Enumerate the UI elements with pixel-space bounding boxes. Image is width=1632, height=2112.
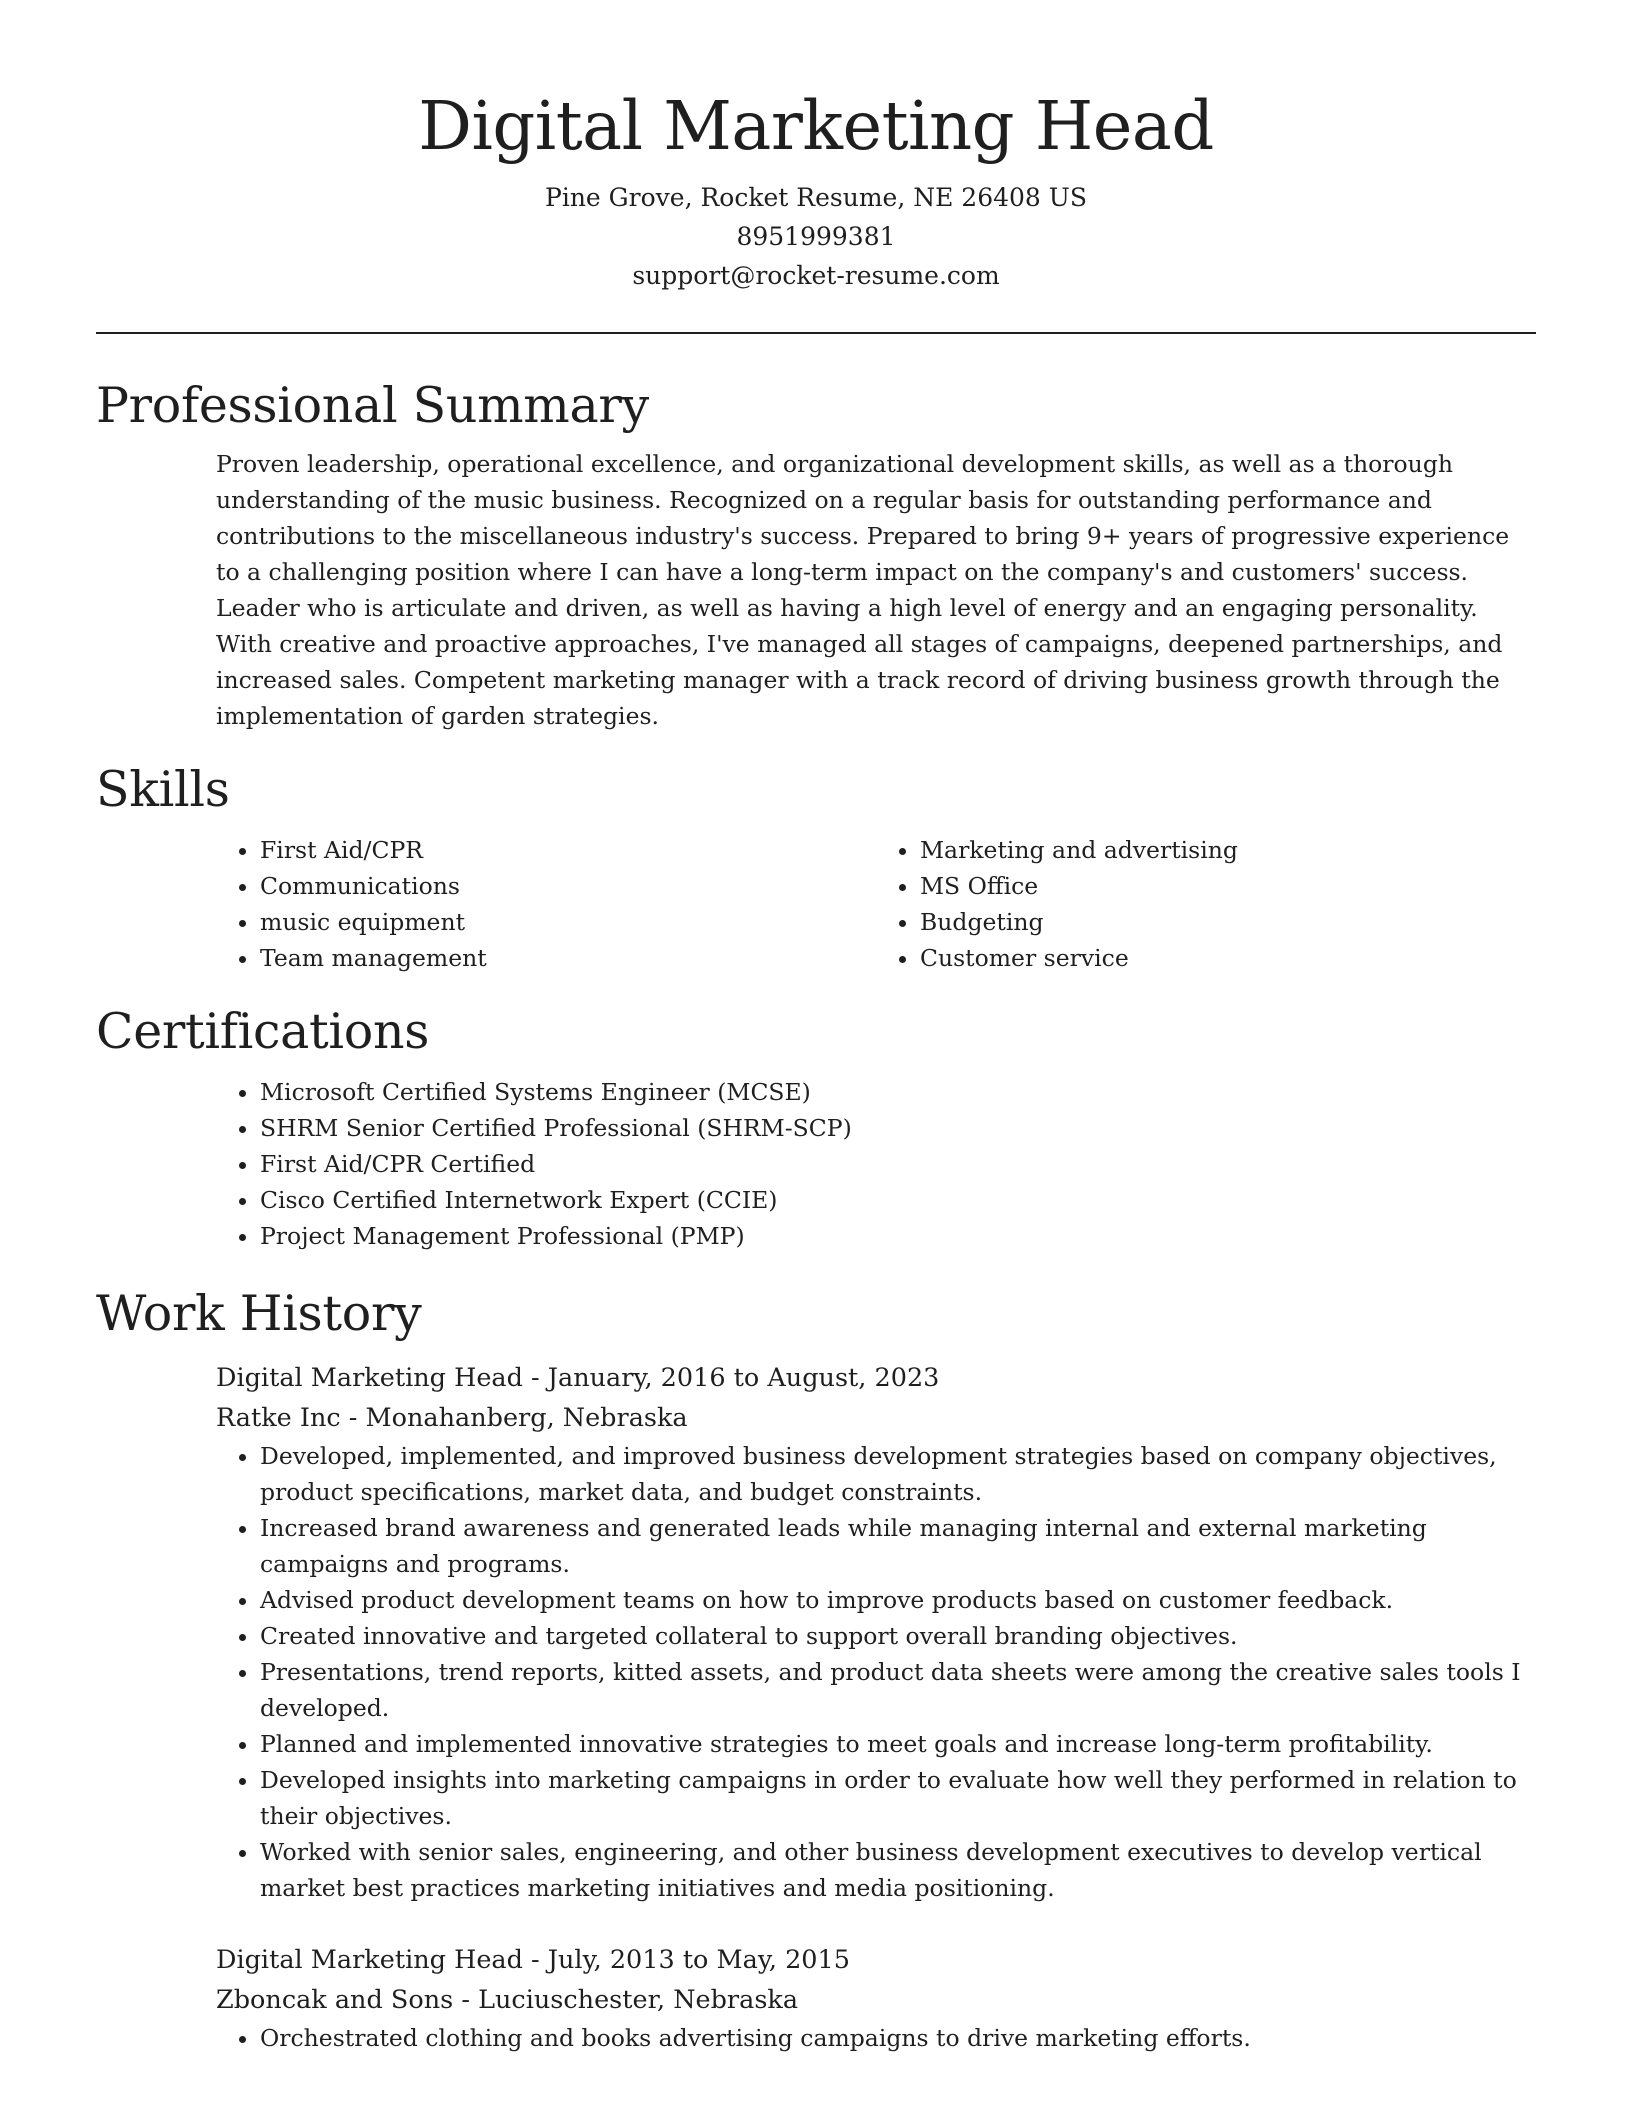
skills-list-left [216, 832, 876, 976]
job-position: Digital Marketing Head [216, 1363, 523, 1393]
job-duty: • Planned and implemented innovative strategies to meet goals and increase long-term profitability. [260, 1726, 1536, 1762]
certifications-section [216, 1074, 1536, 1254]
job-entry [216, 1358, 1536, 1906]
skill-item: • MS Office [920, 868, 1536, 904]
resume-header [96, 0, 1536, 295]
job-location: - Monahanberg, Nebraska [340, 1403, 688, 1433]
skill-item: • First Aid/CPR [260, 832, 876, 868]
job-company: Ratke Inc [216, 1403, 341, 1433]
job-duty: • Created innovative and targeted collateral to support overall branding objectives. [260, 1618, 1536, 1654]
job-duty: • Increased brand awareness and generated leads while managing internal and external marketing campaigns and programs. [260, 1510, 1536, 1582]
summary-heading: Professional Summary [96, 377, 649, 434]
job-position: Digital Marketing Head [216, 1945, 523, 1975]
skill-item: • Communications [260, 868, 876, 904]
job-duty: • Developed insights into marketing campaigns in order to evaluate how well they performed in relation to their objectives. [260, 1762, 1536, 1834]
header-divider [96, 332, 1536, 334]
job-duty: • Presentations, trend reports, kitted assets, and product data sheets were among the creative sales tools I developed. [260, 1654, 1536, 1726]
skill-item: • music equipment [260, 904, 876, 940]
contact-email: support@rocket-resume.com [632, 261, 1000, 290]
job-duty: • Developed, implemented, and improved business development strategies based on company objectives, product specifications, market data, and budget constraints. [260, 1438, 1536, 1510]
certifications-heading: Certifications [96, 1003, 430, 1060]
contact-phone: 8951999381 [736, 222, 896, 251]
skill-item: • Budgeting [920, 904, 1536, 940]
job-duty: • Advised product development teams on how to improve products based on customer feedback. [260, 1582, 1536, 1618]
contact-address: Pine Grove, Rocket Resume, NE 26408 US [545, 183, 1087, 212]
work-history-section [216, 1358, 1536, 2056]
skill-item: • Team management [260, 940, 876, 976]
certification-item: • Cisco Certified Internetwork Expert (CCIE) [260, 1182, 1536, 1218]
job-title-line [216, 1940, 1536, 1980]
contact-block [96, 178, 1536, 295]
resume-page [96, 0, 1536, 2056]
skills-section [216, 832, 1536, 976]
job-company-line [216, 1980, 1536, 2020]
job-duty: • Orchestrated clothing and books advertising campaigns to drive marketing efforts. [260, 2020, 1536, 2056]
job-title-line [216, 1358, 1536, 1398]
job-duties-list [216, 2020, 1536, 2056]
job-duty: • Worked with senior sales, engineering, and other business development executives to develop vertical market best practices marketing initiatives and media positioning. [260, 1834, 1536, 1906]
summary-text: Proven leadership, operational excellence, and organizational development skills, as well as a thorough understanding of the music business. Recognized on a regular basis for outstanding performance and contributions to the miscellaneous industry's success. Prepared to bring 9+ years of progressive experience to a challenging position where I can have a long-term impact on the company's and customers' success. Leader who is articulate and driven, as well as having a high level of energy and an engaging personality. With creative and proactive approaches, I've managed all stages of campaigns, deepened partnerships, and increased sales. Competent marketing manager with a track record of driving business growth through the implementation of garden strategies. [216, 450, 1510, 730]
certification-item: • Project Management Professional (PMP) [260, 1218, 1536, 1254]
job-company-line [216, 1398, 1536, 1438]
job-dates: - July, 2013 to May, 2015 [522, 1945, 850, 1975]
job-location: - Luciuschester, Nebraska [453, 1985, 799, 2015]
job-entry [216, 1940, 1536, 2056]
job-company: Zboncak and Sons [216, 1985, 454, 2015]
certification-item: • SHRM Senior Certified Professional (SHRM-SCP) [260, 1110, 1536, 1146]
candidate-name: Digital Marketing Head [418, 87, 1214, 165]
skills-list-right [876, 832, 1536, 976]
summary-section [216, 446, 1536, 734]
job-duties-list [216, 1438, 1536, 1906]
skill-item: • Customer service [920, 940, 1536, 976]
job-dates: - January, 2016 to August, 2023 [522, 1363, 940, 1393]
skills-heading: Skills [96, 761, 230, 818]
certifications-list [216, 1074, 1536, 1254]
skill-item: • Marketing and advertising [920, 832, 1536, 868]
certification-item: • Microsoft Certified Systems Engineer (MCSE) [260, 1074, 1536, 1110]
work-history-heading: Work History [96, 1285, 422, 1342]
certification-item: • First Aid/CPR Certified [260, 1146, 1536, 1182]
